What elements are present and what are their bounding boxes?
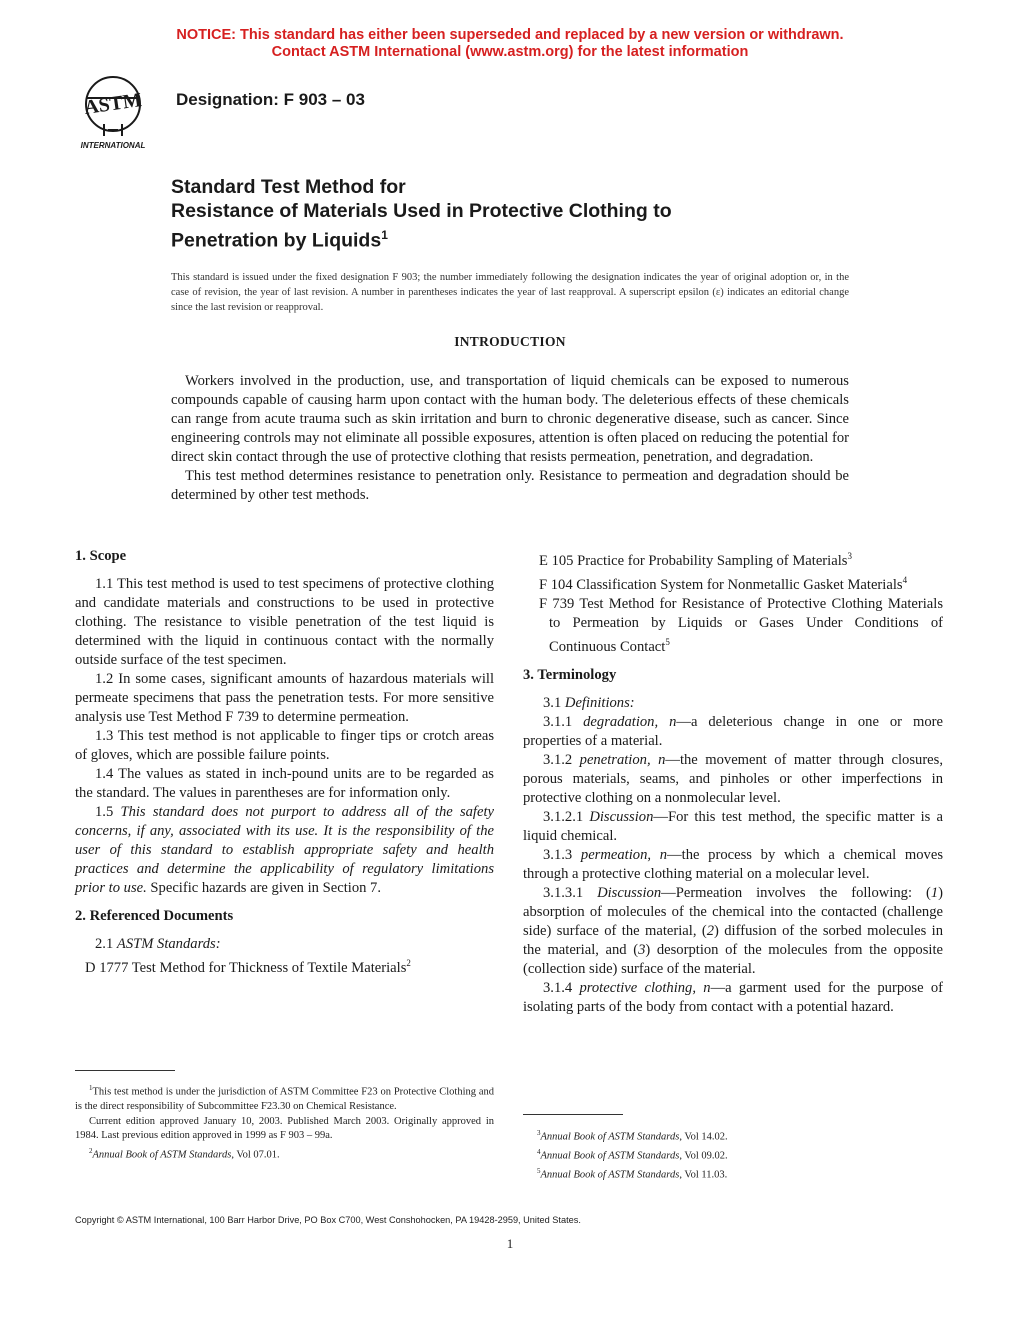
footnote-3: $^3$Annual Book of ASTM Standards, Vol 14.02. [537,1129,728,1143]
introduction-body [171,372,849,505]
term-3-1-2-1: 3.1.2.1 Discussion—For this test method, the specific matter is a liquid chemical. [523,808,943,844]
left-column [75,547,494,978]
copyright-line: Copyright © ASTM International, 100 Barr Harbor Drive, PO Box C700, West Conshohocken, PA 19428-2959, United States. [75,1215,581,1225]
introduction-heading: INTRODUCTION [454,334,566,349]
scope-1-3: 1.3 This test method is not applicable to finger tips or crotch areas of gloves, which are possible failure points. [75,728,494,763]
title-line-3: Penetration by Liquids$^1$ [171,228,388,252]
issued-note: This standard is issued under the fixed designation F 903; the number immediately following the designation indicates the year of original adoption or, in the case of revision, the year of last revision. A number in parentheses indicates the year of last reapproval. A superscript epsilon (ε) indicates an editorial change since the last revision or reapproval. [171,272,849,313]
term-3-1-3: 3.1.3 permeation, n—the process by which a chemical moves through a protective clothing material on a molecular level. [523,846,943,882]
footnote-2: $^2$Annual Book of ASTM Standards, Vol 07.01. [89,1146,280,1160]
notice-line-2: Contact ASTM International (www.astm.org) for the latest information [271,44,749,60]
ref-e105: E 105 Practice for Probability Sampling of Materials$^3$ [539,551,852,569]
notice-line-1: NOTICE: This standard has either been superseded and replaced by a new version or withdrawn. [176,27,844,43]
scope-1-1: 1.1 This test method is used to test specimens of protective clothing and candidate materials and constructions to be used in protective clothing. The resistance to visible penetration of the test liquid is determined with the liquid in continuous contact with the normally outside surface of the test specimen. [75,576,494,668]
footnote-4: $^4$Annual Book of ASTM Standards, Vol 09.02. [537,1148,728,1162]
term-3-1: 3.1 Definitions: [543,694,635,711]
title-line-2: Resistance of Materials Used in Protective Clothing to [171,200,672,222]
footnote-5: $^5$Annual Book of ASTM Standards, Vol 11.03. [537,1167,728,1181]
document-title [171,175,672,253]
footnotes-right [523,1126,943,1183]
astm-logo [64,68,162,152]
right-column [523,547,943,1017]
footnote-1: $^1$This test method is under the jurisdiction of ASTM Committee F23 on Protective Clothing and is the direct responsibility of Subcommittee F23.30 on Chemical Resistance. [75,1084,494,1112]
ref-d1777: D 1777 Test Method for Thickness of Textile Materials$^2$ [85,958,411,976]
ref-f739: F 739 Test Method for Resistance of Protective Clothing Materials to Permeation by Liquids or Gases Under Conditions of Continuous Contact$^5$ [539,595,943,655]
scope-1-5: 1.5 This standard does not purport to address all of the safety concerns, if any, associated with its use. It is the responsibility of the user of this standard to establish appropriate safety and health practices and determine the applicability of regulatory limitations prior to use. Specific hazards are given in Section 7. [75,804,494,896]
title-line-1: Standard Test Method for [171,176,406,198]
logo-sub: INTERNATIONAL [80,141,146,150]
title-footnote-mark: 1 [381,228,388,242]
scope-1-4: 1.4 The values as stated in inch-pound units are to be regarded as the standard. The values in parentheses are for information only. [75,766,494,801]
intro-paragraph-2: This test method determines resistance to penetration only. Resistance to permeation and degradation should be determined by other test methods. [171,468,849,503]
footnote-rule-left [75,1070,175,1071]
supersede-notice [0,27,1020,61]
page-number: 1 [506,1236,514,1251]
term-3-1-4: 3.1.4 protective clothing, n—a garment used for the purpose of isolating parts of the body from contact with a potential hazard. [523,979,943,1015]
term-3-1-3-1: 3.1.3.1 Discussion—Permeation involves the following: (1) absorption of molecules of the chemical into the contacted (challenge side) surface of the material, (2) diffusion of the sorbed molecules in the material, and (3) desorption of the molecules from the opposite (collection side) surface of the material. [523,884,944,977]
footnote-rule-right [523,1114,623,1115]
designation: Designation: F 903 – 03 [176,90,365,109]
terminology-heading: 3. Terminology [523,666,617,683]
referenced-2-1: 2.1 ASTM Standards: [95,936,221,952]
referenced-heading: 2. Referenced Documents [75,908,234,924]
term-3-1-2: 3.1.2 penetration, n—the movement of matter through closures, porous materials, seams, and pinholes or other imperfections in protective clothing on a nonmolecular level. [523,751,943,806]
intro-paragraph-1: Workers involved in the production, use, and transportation of liquid chemicals can be exposed to numerous compounds capable of causing harm upon contact with the human body. The deleterious effects of these chemicals can range from acute trauma such as skin irritation and burn to chronic degenerative disease, such as cancer. Since engineering controls may not eliminate all possible exposures, attention is often placed on reducing the potential for direct skin contact through the use of protective clothing that resists permeation, penetration, and degradation. [171,373,849,465]
scope-1-2: 1.2 In some cases, significant amounts of hazardous materials will permeate specimens that pass the penetration tests. For more sensitive analysis use Test Method F 739 to determine permeation. [75,671,494,725]
footnotes-left [75,1081,494,1163]
term-3-1-1: 3.1.1 degradation, n—a deleterious change in one or more properties of a material. [523,713,943,749]
logo-brand: ASTM [82,89,144,119]
ref-f104: F 104 Classification System for Nonmetallic Gasket Materials$^4$ [539,574,908,593]
scope-heading: 1. Scope [75,548,127,564]
footnote-1-edition: Current edition approved January 10, 2003. Published March 2003. Originally approved in 1984. Last previous edition approved in 1999 as F 903 – 99a. [75,1115,494,1141]
